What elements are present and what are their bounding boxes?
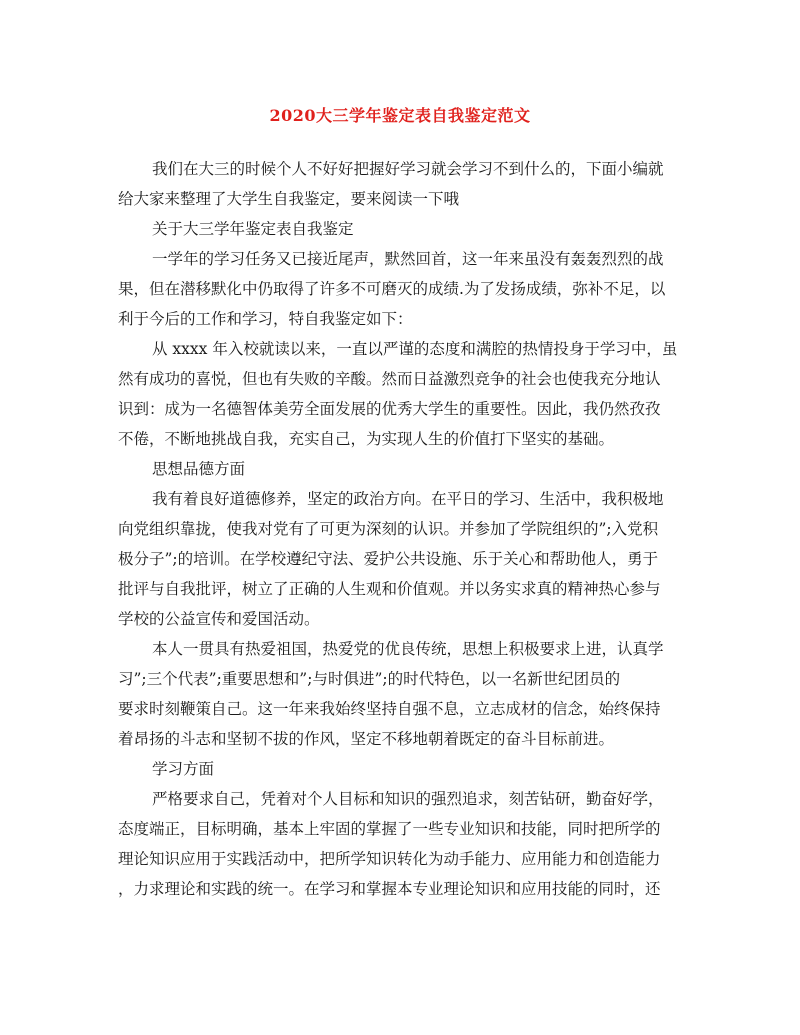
paragraph-line: 我们在大三的时候个人不好好把握好学习就会学习不到什么的，下面小编就 <box>152 160 664 178</box>
paragraph-line: 态度端正，目标明确，基本上牢固的掌握了一些专业知识和技能，同时把所学的 <box>118 820 661 838</box>
paragraph-line: 本人一贯具有热爱祖国，热爱党的优良传统，思想上积极要求上进，认真学 <box>152 640 664 658</box>
paragraph-line: 从 xxxx 年入校就读以来，一直以严谨的态度和满腔的热情投身于学习中，虽 <box>152 340 678 358</box>
paragraph-line: 不倦，不断地挑战自我，充实自己，为实现人生的价值打下坚实的基础。 <box>118 430 615 448</box>
paragraph-line: 严格要求自己，凭着对个人目标和知识的强烈追求，刻苦钻研，勤奋好学， <box>152 790 664 808</box>
document-body <box>118 154 681 904</box>
section-heading: 学习方面 <box>152 760 215 778</box>
paragraph-line: ，力求理论和实践的统一。在学习和掌握本专业理论知识和应用技能的同时，还 <box>118 880 661 898</box>
document-title: 2020大三学年鉴定表自我鉴定范文 <box>269 106 531 125</box>
paragraph-line: 一学年的学习任务又已接近尾声，默然回首，这一年来虽没有轰轰烈烈的战 <box>152 250 664 268</box>
paragraph-line: 极分子”;的培训。在学校遵纪守法、爱护公共设施、乐于关心和帮助他人，勇于 <box>118 550 659 568</box>
section-heading: 关于大三学年鉴定表自我鉴定 <box>152 220 354 238</box>
paragraph-line: 然有成功的喜悦，但也有失败的辛酸。然而日益激烈竞争的社会也使我充分地认 <box>118 370 661 388</box>
paragraph-line: 给大家来整理了大学生自我鉴定，要来阅读一下哦 <box>118 190 460 208</box>
paragraph-line: 向党组织靠拢，使我对党有了可更为深刻的认识。并参加了学院组织的”;入党积 <box>118 520 659 538</box>
paragraph-line: 利于今后的工作和学习，特自我鉴定如下： <box>118 310 413 328</box>
paragraph-line: 果，但在潜移默化中仍取得了许多不可磨灭的成绩.为了发扬成绩，弥补不足，以 <box>118 280 666 298</box>
paragraph-line: 我有着良好道德修养，坚定的政治方向。在平日的学习、生活中，我积极地 <box>152 490 664 508</box>
paragraph-line: 理论知识应用于实践活动中，把所学知识转化为动手能力、应用能力和创造能力 <box>118 850 661 868</box>
section-heading: 思想品德方面 <box>152 460 246 478</box>
paragraph-line: 习”;三个代表”;重要思想和”;与时俱进”;的时代特色，以一名新世纪团员的 <box>118 670 621 688</box>
paragraph-line: 识到：成为一名德智体美劳全面发展的优秀大学生的重要性。因此，我仍然孜孜 <box>118 400 661 418</box>
paragraph-line: 批评与自我批评，树立了正确的人生观和价值观。并以务实求真的精神热心参与 <box>118 580 661 598</box>
paragraph-line: 学校的公益宣传和爱国活动。 <box>118 610 320 628</box>
paragraph-line: 着昂扬的斗志和坚韧不拔的作风，坚定不移地朝着既定的奋斗目标前进。 <box>118 730 615 748</box>
paragraph-line: 要求时刻鞭策自己。这一年来我始终坚持自强不息，立志成材的信念，始终保持 <box>118 700 661 718</box>
